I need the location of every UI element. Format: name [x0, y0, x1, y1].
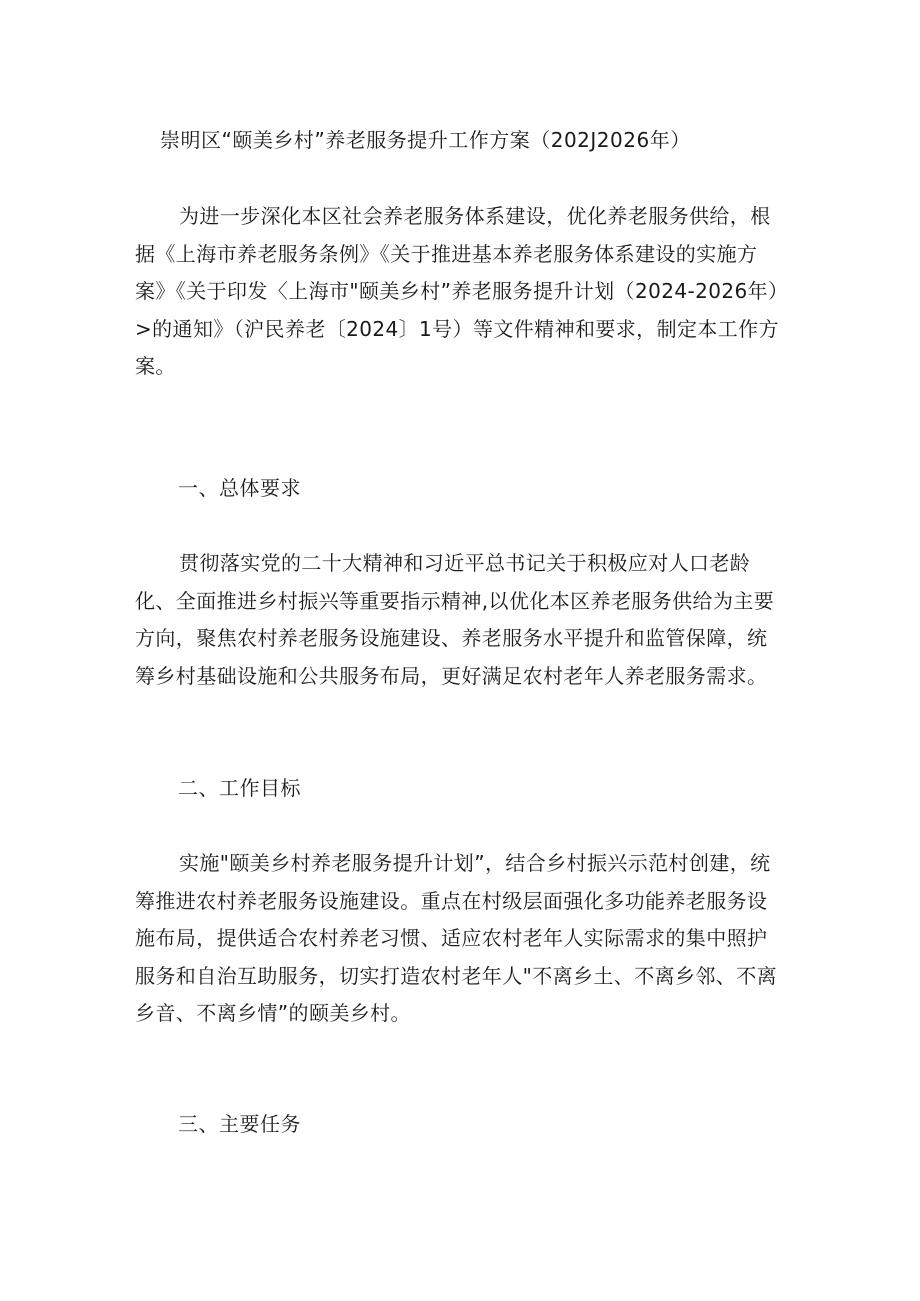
document-title: 崇明区“颐美乡村”养老服务提升工作方案（202J2026年）	[160, 128, 691, 152]
section-body-1: 贯彻落实党的二十大精神和习近平总书记关于积极应对人口老龄化、全面推进乡村振兴等重要指示精神,以优化本区养老服务供给为主要方向，聚焦农村养老服务设施建设、养老服务水平提升和监管保障，统筹乡村基础设施和公共服务布局，更好满足农村老年人养老服务需求。	[135, 551, 775, 688]
section-heading-3: 三、主要任务	[178, 1112, 301, 1136]
section-heading-2: 二、工作目标	[178, 776, 301, 800]
intro-paragraph: 为进一步深化本区社会养老服务体系建设，优化养老服务供给，根据《上海市养老服务条例》《关于推进基本养老服务体系建设的实施方案》《关于印发〈上海市"颐美乡村”养老服务提升计划（2024-2026年）>的通知》（沪民养老〔2024〕1号）等文件精神和要求，制定本工作方案。	[135, 204, 779, 378]
section-body-2: 实施"颐美乡村养老服务提升计划”，结合乡村振兴示范村创建，统筹推进农村养老服务设施建设。重点在村级层面强化多功能养老服务设施布局，提供适合农村养老习惯、适应农村老年人实际需求的集中照护服务和自治互助服务，切实打造农村老年人"不离乡土、不离乡邻、不离乡音、不离乡情”的颐美乡村。	[135, 851, 777, 1025]
section-heading-1: 一、总体要求	[178, 476, 301, 500]
